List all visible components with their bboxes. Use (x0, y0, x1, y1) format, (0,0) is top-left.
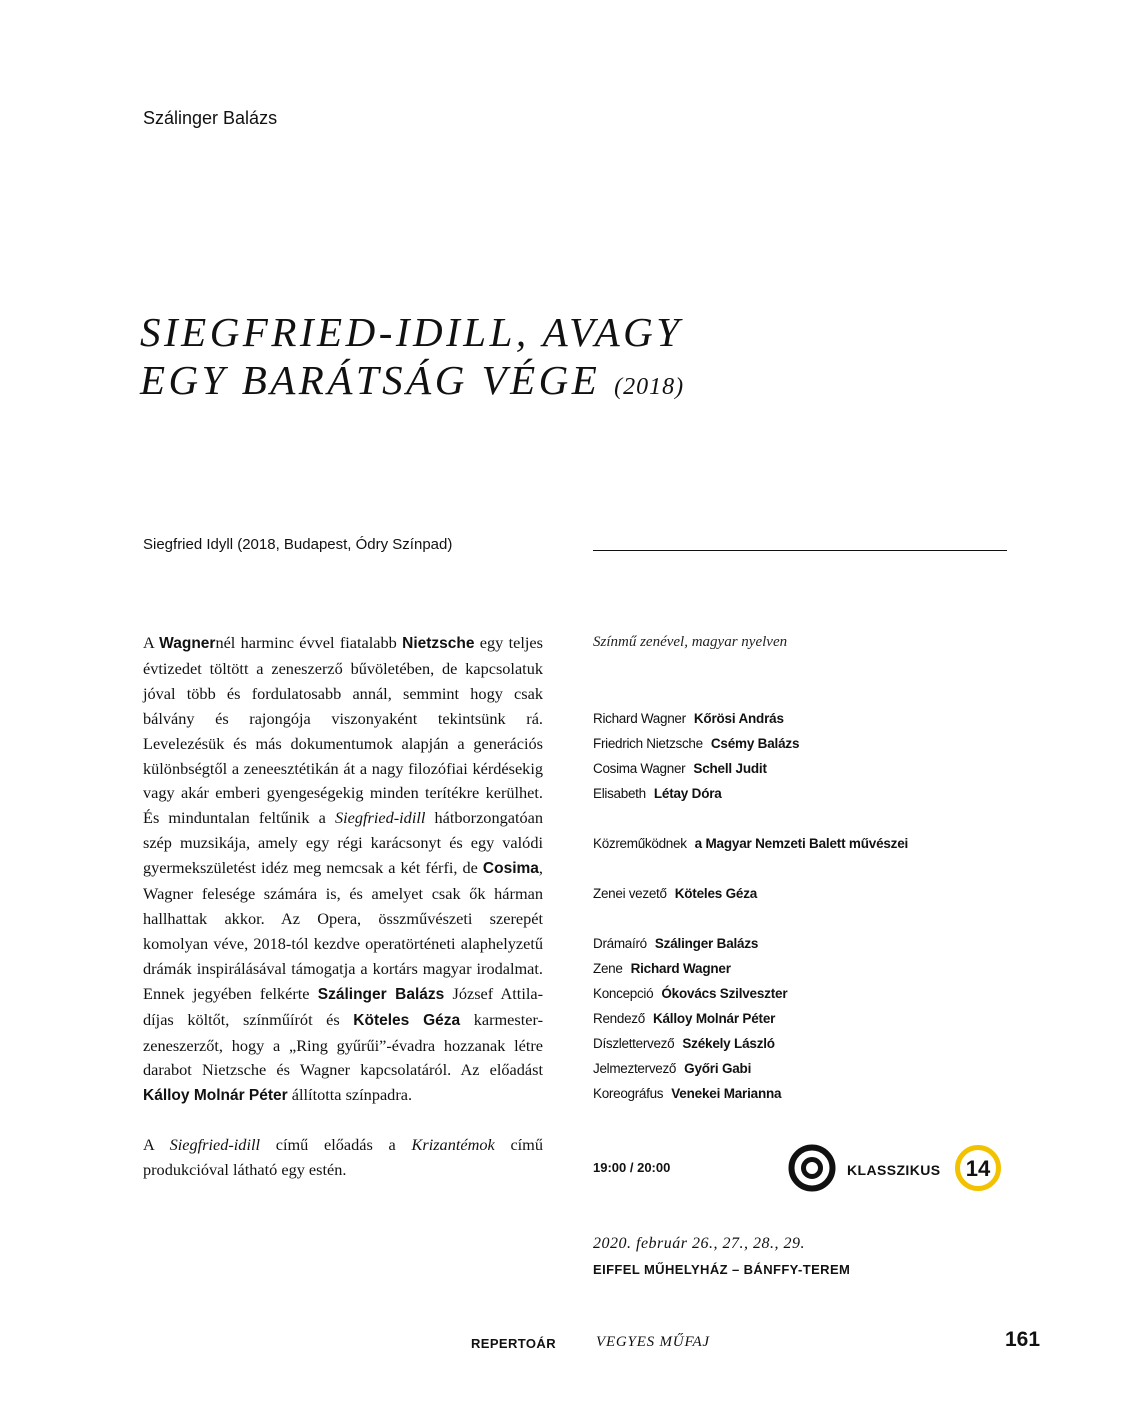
credit-row (593, 956, 1013, 981)
text-run: József Attila-díjas költőt, színműírót és (143, 983, 544, 1029)
performance-dates: 2020. február 26., 27., 28., 29. (593, 1235, 805, 1252)
title-line-2 (140, 356, 684, 411)
bold-name: Wagner (159, 635, 216, 652)
series-label: KLASSZIKUS (847, 1162, 941, 1178)
bold-name: Cosima (482, 860, 539, 878)
credit-role: Friedrich Nietzsche (593, 736, 703, 751)
participants-list (593, 831, 1013, 856)
title-year: (2018) (614, 374, 685, 400)
credit-name: Csémy Balázs (710, 736, 800, 751)
credit-name: Venekei Marianna (671, 1086, 782, 1101)
body-paragraph-2 (143, 1133, 543, 1183)
credit-role: Közreműködnek (593, 836, 687, 851)
credit-name: Kálloy Molnár Péter (652, 1011, 776, 1026)
credit-name: Székely László (682, 1036, 775, 1051)
bold-name: Szálinger Balázs (317, 985, 445, 1003)
text-run: A (143, 1135, 170, 1155)
credit-name: Győri Gabi (684, 1061, 752, 1076)
genre-line: Színmű zenével, magyar nyelven (593, 634, 788, 650)
credit-row (593, 756, 1013, 781)
bold-name: Köteles Géza (353, 1011, 461, 1029)
bold-name: Nietzsche (402, 635, 475, 652)
credit-role: Koreográfus (593, 1086, 664, 1101)
credit-role: Jelmeztervező (593, 1061, 677, 1076)
title-line-1: SIEGFRIED-IDILL, AVAGY (140, 309, 683, 355)
bold-name: Kálloy Molnár Péter (143, 1087, 288, 1105)
credit-role: Zenei vezető (593, 886, 667, 901)
title-line-2-text: EGY BARÁTSÁG VÉGE (140, 357, 601, 403)
credit-role: Drámaíró (593, 936, 647, 951)
author-name: Szálinger Balázs (143, 108, 278, 128)
credit-row (593, 731, 1013, 756)
performance-time: 19:00 / 20:00 (593, 1160, 671, 1175)
credit-role: Zene (593, 961, 623, 976)
text-run: című produkcióval látható egy estén. (143, 1135, 543, 1180)
credit-row (593, 1056, 1013, 1081)
body-paragraph-1 (143, 631, 543, 1109)
target-circle-icon (788, 1144, 836, 1192)
credit-name: Létay Dóra (653, 786, 722, 801)
credit-row (593, 881, 1013, 906)
venue-name: EIFFEL MŰHELYHÁZ – BÁNFFY-TEREM (593, 1262, 851, 1277)
italic-title: Siegfried-idill (334, 808, 426, 828)
page-number: 161 (1005, 1328, 1041, 1351)
credit-row (593, 706, 1013, 731)
credit-row (593, 931, 1013, 956)
credit-name: Schell Judit (693, 761, 767, 776)
credit-role: Koncepció (593, 986, 654, 1001)
credit-role: Díszlettervező (593, 1036, 675, 1051)
credit-row (593, 781, 1013, 806)
text-run: nél harminc évvel fiatalabb (215, 633, 403, 652)
credit-row (593, 1006, 1013, 1031)
credit-role: Cosima Wagner (593, 761, 686, 776)
text-run: karmester-zeneszerzőt, hogy a „Ring gyűrűi”-évadra hozzanak létre darabot Nietzsche és Wagner kapcsolatáról. Az előadást (143, 1009, 543, 1080)
text-run: , Wagner felesége számára is, és amelyet csak ők hárman hallhattak akkor. Az Opera, összművészeti szerepét komolyan véve, 2018-tól kezdve operatörténeti alaphelyzetű drámák inspirálásával támogatja a kortárs magyar irodalmat. Ennek jegyében felkérte (143, 858, 543, 1003)
footer-category: VEGYES MŰFAJ (596, 1334, 710, 1350)
credit-name: Richard Wagner (630, 961, 731, 976)
italic-title: Siegfried-idill (169, 1135, 261, 1155)
credit-name: a Magyar Nemzeti Balett művészei (694, 836, 909, 851)
footer-section: REPERTOÁR (471, 1336, 556, 1351)
credit-row (593, 1081, 1013, 1106)
credit-row (593, 1031, 1013, 1056)
cast-list (593, 706, 1013, 806)
divider-rule (593, 550, 1007, 551)
conductor-list (593, 881, 1013, 906)
credit-role: Rendező (593, 1011, 645, 1026)
italic-title: Krizantémok (411, 1135, 495, 1155)
text-run: hátborzongatóan szép muzsikája, amely egy régi karácsonyt és egy valódi gyermekszületést idéz meg nemcsak a két férfi, de (143, 808, 543, 878)
credit-name: Ókovács Szilveszter (661, 986, 788, 1001)
age-rating-text: 14 (965, 1156, 991, 1181)
creative-team-list (593, 931, 1013, 1106)
text-run: című előadás a (260, 1135, 412, 1155)
age-rating-badge (955, 1145, 1001, 1191)
credit-row (593, 981, 1013, 1006)
text-run: A (143, 633, 160, 652)
credit-role: Elisabeth (593, 786, 646, 801)
text-run: állította színpadra. (287, 1085, 413, 1105)
page-title (140, 308, 684, 411)
credit-row (593, 831, 1013, 856)
credit-role: Richard Wagner (593, 711, 686, 726)
credit-name: Kőrösi András (693, 711, 784, 726)
credit-name: Köteles Géza (674, 886, 758, 901)
credit-name: Szálinger Balázs (654, 936, 759, 951)
text-run: egy teljes évtizedet töltött a zeneszerző bűvöletében, de kapcsolatuk jóval több és fordulatosabb annál, semmint hogy csak bálvány és rajongója viszonyaként tekintsünk rá. Levelezésük és más dokumentumok alapján a generációs különbségtől a zeneesztétikán át a nagy filozófiai kérdésekig vagy akár emberi gyengeségekig minden terítékre kerülhet. És minduntalan feltűnik a (143, 633, 543, 828)
body-text (143, 631, 543, 1183)
production-subtitle: Siegfried Idyll (2018, Budapest, Ódry Színpad) (143, 536, 453, 553)
